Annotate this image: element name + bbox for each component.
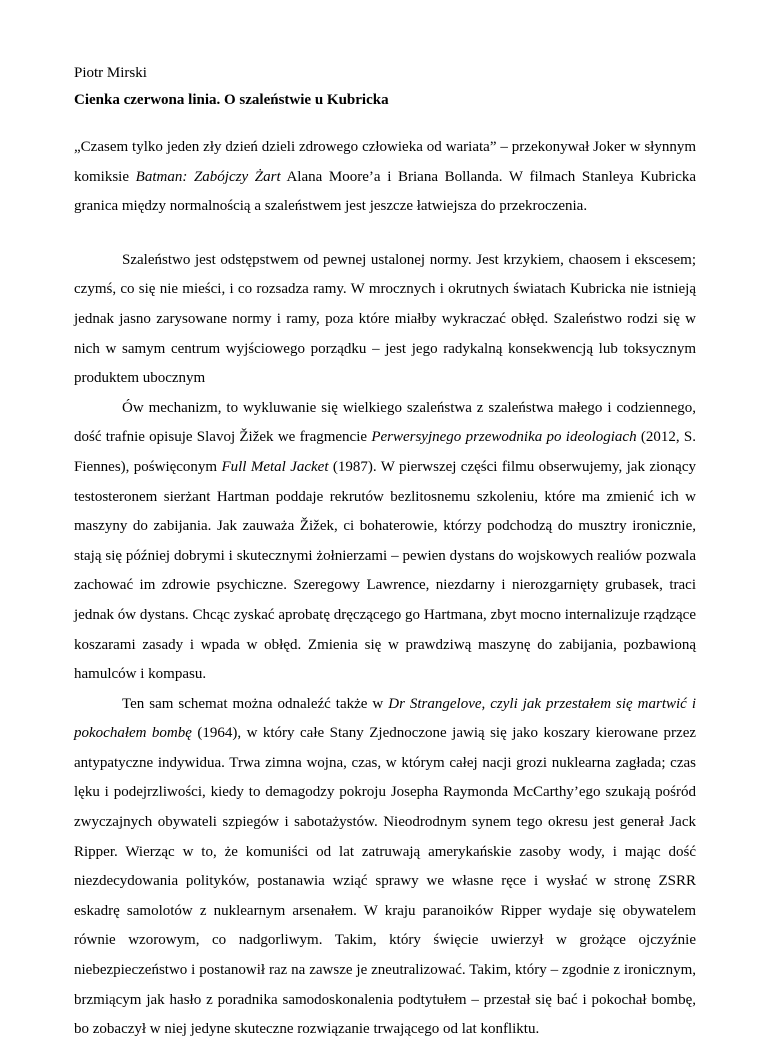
comic-title: Batman: Zabójczy Żart [135,168,281,185]
paragraph-text: Ten sam schemat można odnaleźć także w [122,695,389,712]
paragraph-text: (1964), w który całe Stany Zjednoczone jawią się jako koszary kierowane przez antypatyczne indywidua. Trwa zimna wojna, czas, w którym całej nacji grozi nuklearna zagłada; czas lęku i podejrzliwości, kiedy to demagodzy pokroju Josepha Raymonda McCarthy’ego szukają pośród zwyczajnych obywateli szpiegów i sabotażystów. Nieodrodnym synem tego okresu jest generał Jack Ripper. Wierząc w to, że komuniści od lat zatruwają amerykańskie zasoby wody, i mając dość niezdecydowania polityków, postanawia wziąć sprawy we własne ręce i wysłać w stronę ZSRR eskadrę samolotów z nuklearnym arsenałem. W kraju paranoików Ripper wydaje się obywatelem równie wzorowym, co nadgorliwym. Takim, który święcie uwierzył w grożące ojczyźnie niebezpieczeństwo i postanowił raz na zawsze je zneutralizować. Takim, który – zgodnie z ironicznym, brzmiącym jak hasło z poradnika samodoskonalenia podtytułem – przestał się bać i pokochał bombę, bo zobaczył w niej jedyne skuteczne rozwiązanie trwającego od lat konfliktu. [74,725,697,1038]
film-title: Perwersyjnego przewodnika po ideologiach [371,429,637,446]
article-title: Cienka czerwona linia. O szaleństwie u Kubricka [74,92,389,108]
document-page [74,64,696,1045]
paragraph-text: (2012, S. Fiennes), poświęconym [74,429,696,475]
paragraph-dr-strangelove [74,690,696,1045]
paragraph-text: Ów mechanizm, to wykluwanie się wielkiego szaleństwa z szaleństwa małego i codziennego, dość trafnie opisuje Slavoj Žižek we fragmencie [74,399,696,446]
paragraph-text: (1987). W pierwszej części filmu obserwujemy, jak zionący testosteronem sierżant Hartman poddaje rekrutów bezlitosnemu szkoleniu, które ma zmienić ich w maszyny do zabijania. Jak zauważa Žižek, ci bohaterowie, którzy podchodzą do musztry ironicznie, stają się później dobrymi i skutecznymi żołnierzami – pewien dystans do wojskowych realiów pozwala zachować im zdrowie psychiczne. Szeregowy Lawrence, niezdarny i nierozgarnięty grubasek, traci jednak ów dystans. Chcąc zyskać aprobatę dręczącego go Hartmana, zbyt mocno internalizuje rządzące koszarami zasady i wpada w obłęd. Zmienia się w prawdziwą maszynę do zabijania, pozbawioną hamulców i kompasu. [74,458,696,683]
film-title: Dr Strangelove, czyli jak przestałem się martwić i pokochałem bombę [74,695,696,742]
paragraph-text: Alana Moore’a i Briana Bollanda. W filmach Stanleya Kubricka granica między normalnością a szaleństwem jest jeszcze łatwiejsza do przekroczenia. [74,168,697,215]
paragraph-intro [74,133,696,222]
paragraph-text: Szaleństwo jest odstępstwem od pewnej ustalonej normy. Jest krzykiem, chaosem i ekscesem; czymś, co się nie mieści, i co rozsadza ramy. W mrocznych i okrutnych światach Kubricka nie istnieją jednak jasno zarysowane normy i ramy, poza które miałby wykraczać obłęd. Szaleństwo rodzi się w nich w samym centrum wyjściowego porządku – jest jego radykalną konsekwencją lub toksycznym produktem ubocznym [74,251,696,387]
paragraph-full-metal-jacket [74,394,696,690]
author-name: Piotr Mirski [74,65,147,81]
film-title: Full Metal Jacket [221,458,329,475]
paragraph-madness-definition [74,246,696,394]
paragraph-text: „Czasem tylko jeden zły dzień dzieli zdrowego człowieka od wariata” – przekonywał Joker w słynnym komiksie [74,139,696,185]
